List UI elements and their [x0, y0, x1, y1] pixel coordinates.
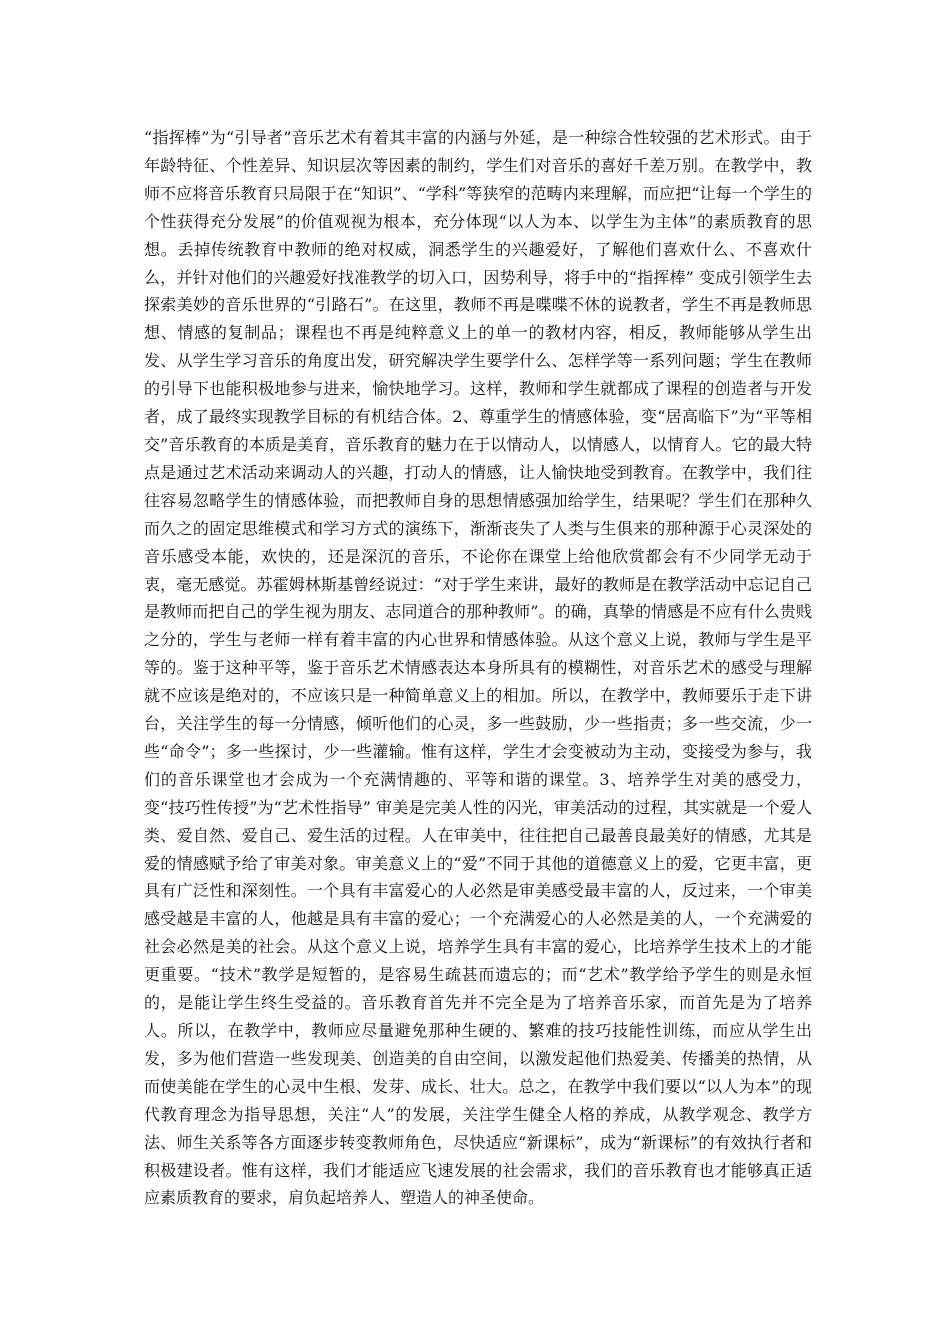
- body-paragraph: “指挥棒”为“引导者”音乐艺术有着其丰富的内涵与外延，是一种综合性较强的艺术形式。由于年龄特征、个性差异、知识层次等因素的制约，学生们对音乐的喜好千差万别。在教学中，教师不应将音乐教育只局限于在“知识”、“学科”等狭窄的范畴内来理解，而应把“让每一个学生的个性获得充分发展”的价值观视为根本，充分体现“以人为本、以学生为主体”的素质教育的思想。丢掉传统教育中教师的绝对权威，洞悉学生的兴趣爱好，了解他们喜欢什么、不喜欢什么，并针对他们的兴趣爱好找准教学的切入口，因势利导，将手中的“指挥棒” 变成引领学生去探索美妙的音乐世界的“引路石”。在这里，教师不再是喋喋不休的说教者，学生不再是教师思想、情感的复制品；课程也不再是纯粹意义上的单一的教材内容，相反，教师能够从学生出发、从学生学习音乐的角度出发，研究解决学生要学什么、怎样学等一系列问题；学生在教师的引导下也能积极地参与进来，愉快地学习。这样，教师和学生就都成了课程的创造者与开发者，成了最终实现教学目标的有机结合体。2、尊重学生的情感体验，变“居高临下”为“平等相交”音乐教育的本质是美育，音乐教育的魅力在于以情动人，以情感人，以情育人。它的最大特点是通过艺术活动来调动人的兴趣，打动人的情感，让人愉快地受到教育。在教学中，我们往往容易忽略学生的情感体验，而把教师自身的思想情感强加给学生，结果呢？学生们在那种久而久之的固定思维模式和学习方式的演练下，渐渐丧失了人类与生俱来的那种源于心灵深处的音乐感受本能，欢快的，还是深沉的音乐，不论你在课堂上给他欣赏都会有不少同学无动于衷，毫无感觉。苏霍姆林斯基曾经说过：“对于学生来讲，最好的教师是在教学活动中忘记自己是教师而把自己的学生视为朋友、志同道合的那种教师”。的确，真挚的情感是不应有什么贵贱之分的，学生与老师一样有着丰富的内心世界和情感体验。从这个意义上说，教师与学生是平等的。鉴于这种平等，鉴于音乐艺术情感表达本身所具有的模糊性，对音乐艺术的感受与理解就不应该是绝对的，不应该只是一种简单意义上的相加。所以，在教学中，教师要乐于走下讲台，关注学生的每一分情感，倾听他们的心灵，多一些鼓励，少一些指责；多一些交流，少一些“命令”；多一些探讨，少一些灌输。惟有这样，学生才会变被动为主动，变接受为参与，我们的音乐课堂也才会成为一个充满情趣的、平等和谐的课堂。3、培养学生对美的感受力，变“技巧性传授”为“艺术性指导” 审美是完美人性的闪光，审美活动的过程，其实就是一个爱人类、爱自然、爱自己、爱生活的过程。人在审美中，往往把自己最善良最美好的情感，尤其是爱的情感赋予给了审美对象。审美意义上的“爱”不同于其他的道德意义上的爱，它更丰富，更具有广泛性和深刻性。一个具有丰富爱心的人必然是审美感受最丰富的人，反过来，一个审美感受越是丰富的人，他越是具有丰富的爱心；一个充满爱心的人必然是美的人，一个充满爱的社会必然是美的社会。从这个意义上说，培养学生具有丰富的爱心，比培养学生技术上的才能更重要。“技术”教学是短暂的，是容易生疏甚而遗忘的；而“艺术”教学给予学生的则是永恒的，是能让学生终生受益的。音乐教育首先并不完全是为了培养音乐家，而首先是为了培养人。所以，在教学中，教师应尽量避免那种生硬的、繁难的技巧技能性训练，而应从学生出发，多为他们营造一些发现美、创造美的自由空间，以激发起他们热爱美、传播美的热情，从而使美能在学生的心灵中生根、发芽、成长、壮大。总之，在教学中我们要以“以人为本”的现代教育理念为指导思想，关注“人”的发展，关注学生健全人格的养成，从教学观念、教学方法、师生关系等各方面逐步转变教师角色，尽快适应“新课标”，成为“新课标”的有效执行者和积极建设者。惟有这样，我们才能适应飞速发展的社会需求，我们的音乐教育也才能够真正适应素质教育的要求，肩负起培养人、塑造人的神圣使命。: [144, 128, 812, 1208]
